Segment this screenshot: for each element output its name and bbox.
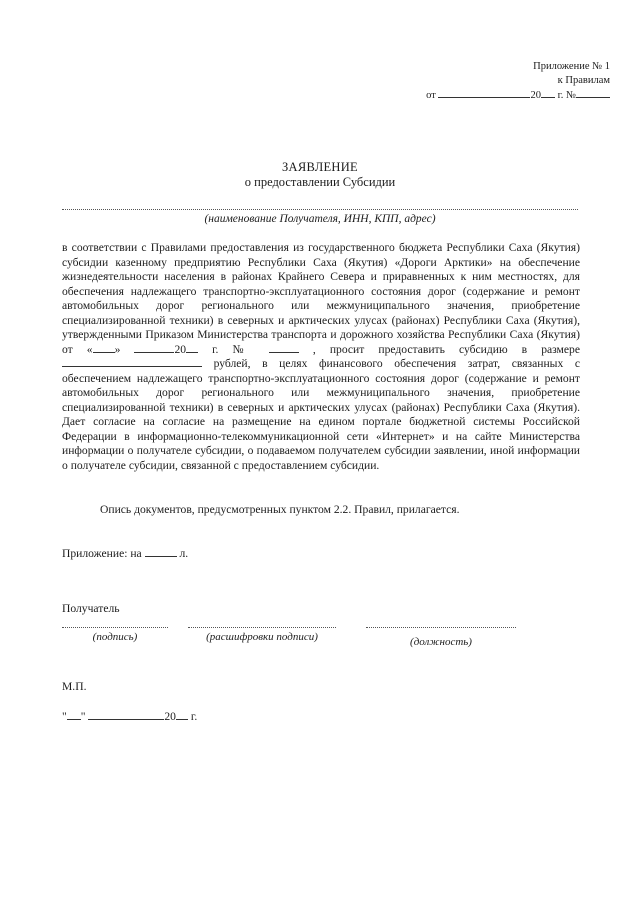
inventory-note: Опись документов, предусмотренных пунктом 2.2. Правил, прилагается.: [100, 503, 460, 516]
order-year-blank: [186, 343, 198, 353]
position-field: [366, 627, 516, 648]
appendix-rules-ref: к Правилам: [557, 75, 610, 86]
title-main: ЗАЯВЛЕНИЕ: [282, 160, 358, 174]
attachment-unit: л.: [179, 547, 189, 560]
appendix-date-line: [426, 88, 610, 103]
application-body: [62, 241, 580, 473]
order-day-blank: [93, 343, 115, 353]
date-close-quote: ": [80, 710, 86, 723]
title-sub: о предоставлении Субсидии: [244, 175, 396, 189]
recipient-line: [62, 209, 578, 210]
body-text-6: рублей, в целях финансового обеспечения затрат, связанных с обеспечением надлежащего транспортно-эксплуатационного состояния дорог (содержание и ремонт автомобильных дорог регионального или межмуниципального значения, приобретение специализированной техники) в северных и арктических улусах (районах) Республики Саха (Якутия). Дает согласие на согласие на размещение на едином портале бюджетной системы Российской Федерации в информационно-телекоммуникационной сети «Интернет» и на сайте Министерства информации о получателе субсидии, о подаваемом получателем субсидии заявлении, иной информации о получателе субсидии, связанной с предоставлением субсидии.: [62, 357, 580, 472]
appendix-from-label: от: [426, 90, 436, 101]
appendix-number-label: г. №: [557, 90, 576, 101]
appendix-header: [426, 60, 610, 103]
body-text-4: г. №: [212, 342, 255, 356]
body-text-1: в соответствии с Правилами предоставления из государственного бюджета Республики Саха (Якутия) субсидии казенному предприятию Республики Саха (Якутия) «Дороги Арктики» на обеспечение жизнедеятельности населения в районах Крайнего Севера и приравненных к ним местностях, для обеспечения надлежащего транспортно-эксплуатационного состояния дорог (содержание и ремонт автомобильных дорог регионального или межмуниципального значения, приобретение специализированной техники) в северных и арктических улусах (районах) Республики Саха (Якутия), утвержденными Приказом Министерства транспорта и дорожного хозяйства Республики Саха (Якутия) от «: [62, 241, 580, 356]
appendix-year: 20: [530, 90, 541, 101]
receiver-label: Получатель: [62, 602, 120, 615]
signature-line: [62, 627, 168, 628]
appendix-number-blank: [576, 88, 610, 98]
stamp-place-label: М.П.: [62, 680, 87, 693]
document-title: [0, 160, 640, 190]
amount-blank: [62, 357, 202, 367]
appendix-date-blank: [438, 88, 530, 98]
date-day-blank: [67, 710, 81, 720]
date-month-blank: [88, 710, 164, 720]
date-year: 20: [164, 710, 176, 723]
attachment-pages-blank: [145, 547, 177, 557]
body-text-2: »: [114, 342, 121, 356]
signature-caption: (подпись): [92, 631, 138, 643]
order-month-blank: [134, 343, 174, 353]
recipient-field: [62, 209, 578, 225]
signature-decoding-field: [188, 627, 336, 643]
signature-decoding-line: [188, 627, 336, 628]
recipient-caption: (наименование Получателя, ИНН, КПП, адрес): [204, 213, 436, 225]
application-paragraph: [62, 241, 580, 473]
body-text-3: 20: [174, 342, 187, 356]
date-year-blank: [176, 710, 188, 720]
attachment-line: [62, 547, 188, 560]
body-text-5: , просит предоставить субсидию в размере: [312, 342, 580, 356]
position-line: [366, 627, 516, 628]
attachment-label: Приложение: на: [62, 547, 142, 560]
date-open-quote: ": [62, 710, 67, 723]
appendix-number: Приложение № 1: [533, 61, 610, 72]
signing-date-line: [62, 710, 197, 723]
order-number-blank: [269, 343, 299, 353]
position-caption: (должность): [410, 636, 472, 648]
signature-field: [62, 627, 168, 643]
appendix-year-blank: [541, 88, 555, 98]
date-suffix: г.: [190, 710, 198, 723]
signature-decoding-caption: (расшифровки подписи): [206, 631, 318, 643]
